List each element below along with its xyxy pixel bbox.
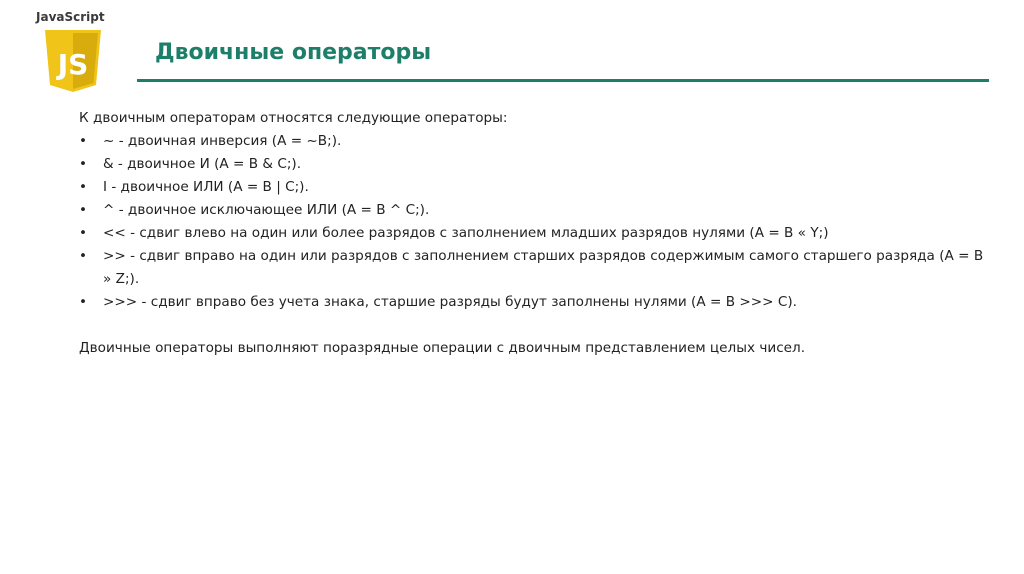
bullet-marker: • — [79, 248, 88, 264]
list-item-text: ^ - двоичное исключающее ИЛИ (A = B ^ C;). — [103, 202, 430, 218]
list-item-text: << - сдвиг влево на один или более разрядов с заполнением младших разрядов нулями (A = B « Y;) — [103, 225, 829, 241]
logo-shield-text: JS — [57, 48, 89, 81]
list-item — [79, 245, 989, 291]
javascript-shield-icon — [45, 30, 101, 92]
list-item — [79, 153, 989, 176]
list-item-text: >> - сдвиг вправо на один или разрядов с заполнением старших разрядов содержимым самого старшего разряда (A = B » Z;). — [103, 248, 984, 287]
intro-text: К двоичным операторам относятся следующие операторы: — [79, 110, 508, 126]
bullet-marker: • — [79, 179, 88, 195]
bullet-marker: • — [79, 156, 88, 172]
list-item-text: & - двоичное И (A = B & C;). — [103, 156, 302, 172]
list-item-text: I - двоичное ИЛИ (A = B | C;). — [103, 179, 309, 195]
bullet-marker: • — [79, 202, 88, 218]
logo-caption: JavaScript — [36, 10, 105, 24]
bullet-marker: • — [79, 133, 88, 149]
list-item — [79, 199, 989, 222]
list-item — [79, 222, 989, 245]
slide-body — [79, 107, 989, 360]
list-item — [79, 291, 989, 314]
operator-list — [79, 130, 989, 314]
bullet-marker: • — [79, 225, 88, 241]
page-title: Двоичные операторы — [155, 40, 432, 65]
summary-text: Двоичные операторы выполняют поразрядные операции с двоичным представлением целых чисел. — [79, 340, 806, 356]
list-item-text: ~ - двоичная инверсия (A = ~B;). — [103, 133, 342, 149]
list-item-text: >>> - сдвиг вправо без учета знака, старшие разряды будут заполнены нулями (A = B >>> C). — [103, 294, 797, 310]
title-divider — [137, 79, 989, 82]
list-item — [79, 176, 989, 199]
list-item — [79, 130, 989, 153]
bullet-marker: • — [79, 294, 88, 310]
